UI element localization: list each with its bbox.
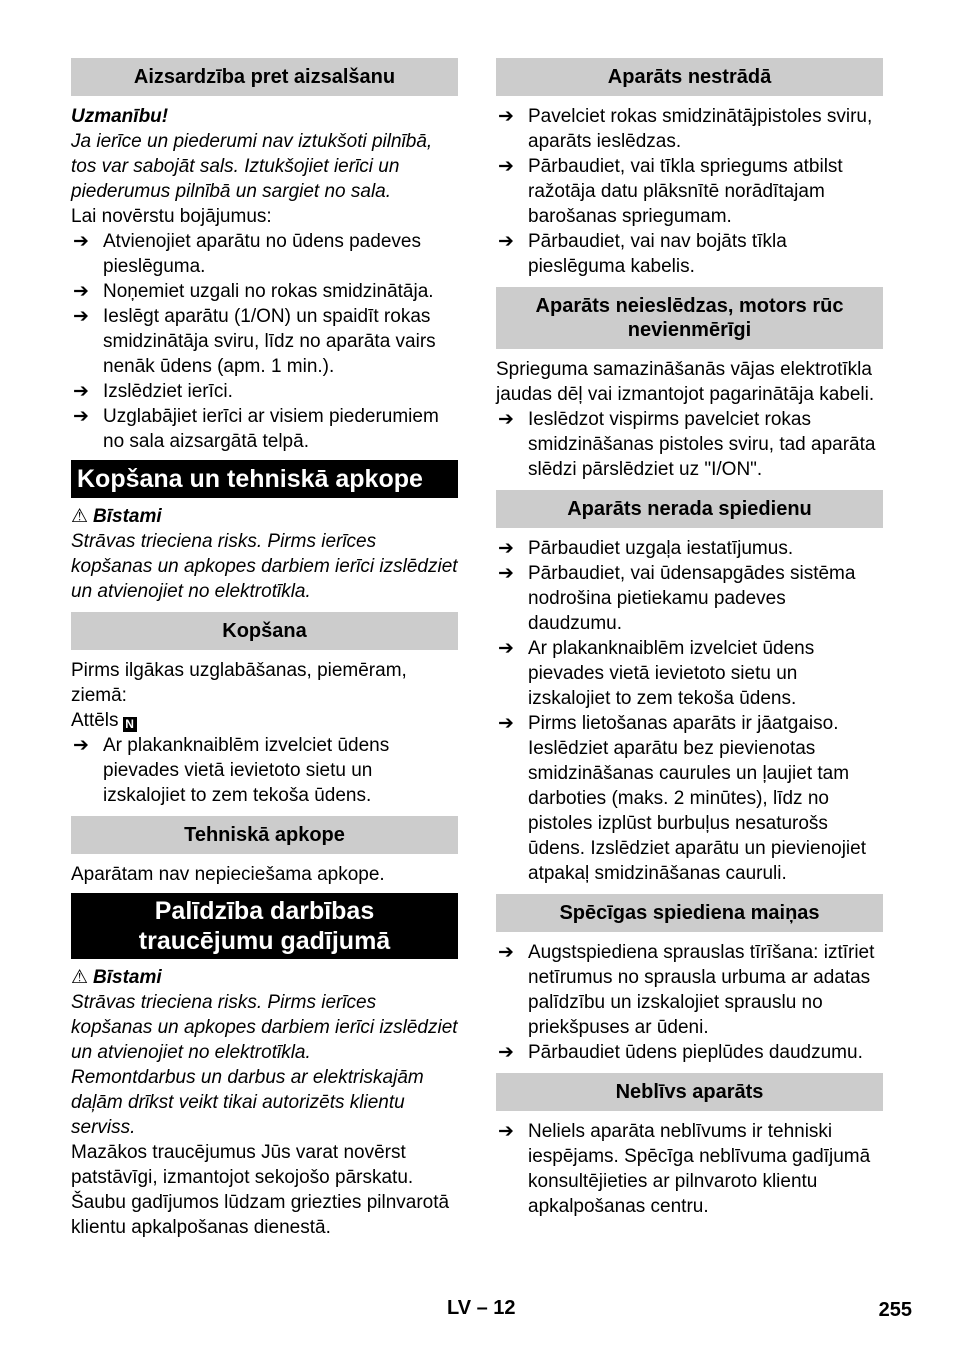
section-heading-no-pressure: Aparāts nerada spiedienu (496, 490, 883, 528)
arrow-icon: ➔ (498, 1042, 514, 1063)
device-not-working-list (496, 104, 883, 279)
list-item: ➔ Augstspiediena sprauslas tīrīšana: iztīriet netīrumus no sprausla urbuma ar adatas palīdzību un izskalojiet sprauslu no priekšpuses ar ūdeni. (498, 942, 875, 1038)
arrow-icon: ➔ (498, 1121, 514, 1142)
list-item: ➔ Uzglabājiet ierīci ar visiem piederumiem no sala aizsargātā telpā. (73, 406, 439, 452)
arrow-icon: ➔ (73, 406, 89, 427)
arrow-icon: ➔ (498, 409, 514, 430)
arrow-icon: ➔ (73, 381, 89, 402)
chapter-heading-troubleshooting: Palīdzība darbības traucējumu gadījumā (71, 893, 458, 959)
danger-text: Strāvas trieciena risks. Pirms ierīces kopšanas un apkopes darbiem ierīci izslēdziet un atvienojiet no elektrotīkla. (71, 992, 458, 1063)
left-column (71, 58, 458, 1240)
danger-text-repair: Remontdarbus un darbus ar elektriskajām daļām drīkst veikt tikai autorizēts klientu serviss. (71, 1067, 424, 1138)
list-item: ➔ Pārbaudiet, vai tīkla spriegums atbilst ražotāja datu plāksnītē norādītajam barošanas spriegumam. (498, 156, 843, 227)
list-item: ➔ Pārbaudiet, vai nav bojāts tīkla pieslēguma kabelis. (498, 231, 787, 277)
figure-reference: Attēls N (71, 708, 458, 733)
danger-label: ⚠ Bīstami (71, 506, 162, 527)
right-column (496, 58, 883, 1219)
arrow-icon: ➔ (498, 942, 514, 963)
motor-uneven-list (496, 407, 883, 482)
list-item: ➔ Ar plakanknaiblēm izvelciet ūdens pievades vietā ievietoto sietu un izskalojiet to zem tekoša ūdens. (73, 735, 390, 806)
warning-icon: ⚠ (71, 506, 89, 527)
section-heading-pressure-fluctuation: Spēcīgas spiediena maiņas (496, 894, 883, 932)
care-steps-list (71, 733, 458, 808)
arrow-icon: ➔ (498, 156, 514, 177)
danger-text: Strāvas trieciena risks. Pirms ierīces kopšanas un apkopes darbiem ierīci izslēdziet un atvienojiet no elektrotīkla. (71, 531, 458, 602)
arrow-icon: ➔ (498, 231, 514, 252)
care-intro: Pirms ilgākas uzglabāšanas, piemēram, ziemā: (71, 660, 407, 706)
arrow-icon: ➔ (73, 735, 89, 756)
arrow-icon: ➔ (498, 563, 514, 584)
warning-icon: ⚠ (71, 967, 89, 988)
troubleshooting-intro: Mazākos traucējumus Jūs varat novērst patstāvīgi, izmantojot sekojošo pārskatu. Šaubu gadījumos lūdzam griezties pilnvarotā klientu apkalpošanas dienestā. (71, 1142, 450, 1238)
list-item: ➔ Atvienojiet aparātu no ūdens padeves pieslēguma. (73, 231, 421, 277)
frost-intro: Lai novērstu bojājumus: (71, 206, 272, 227)
caution-text: Ja ierīce un piederumi nav iztukšoti pilnībā, tos var sabojāt sals. Iztukšojiet ierīci un piederumus pilnībā un sargiet no sala. (71, 131, 433, 202)
frost-steps-list (71, 229, 458, 454)
list-item: ➔ Pavelciet rokas smidzinātājpistoles sviru, aparāts ieslēdzas. (498, 106, 873, 152)
list-item: ➔ Pārbaudiet uzgaļa iestatījumus. (498, 538, 794, 559)
arrow-icon: ➔ (73, 281, 89, 302)
danger-label: ⚠ Bīstami (71, 967, 162, 988)
list-item: ➔ Izslēdziet ierīci. (73, 381, 233, 402)
list-item: ➔ Ieslēgt aparātu (1/ON) un spaidīt rokas smidzinātāja sviru, līdz no aparāta vairs nenāk ūdens (apm. 1 min.). (73, 306, 436, 377)
arrow-icon: ➔ (498, 713, 514, 734)
arrow-icon: ➔ (73, 306, 89, 327)
list-item: ➔ Noņemiet uzgali no rokas smidzinātāja. (73, 281, 434, 302)
list-item: ➔ Pārbaudiet ūdens pieplūdes daudzumu. (498, 1042, 863, 1063)
motor-uneven-text: Sprieguma samazināšanās vājas elektrotīkla jaudas dēļ vai izmantojot pagarinātāja kabeli. (496, 359, 875, 405)
caution-label: Uzmanību! (71, 106, 169, 127)
list-item: ➔ Ieslēdzot vispirms pavelciet rokas smidzināšanas pistoles sviru, tad aparāta slēdzi pārslēdziet uz "I/ON". (498, 409, 876, 480)
footer-language-page: LV – 12 (447, 1297, 516, 1319)
section-heading-frost-protection: Aizsardzība pret aizsalšanu (71, 58, 458, 96)
section-heading-device-not-working: Aparāts nestrādā (496, 58, 883, 96)
section-heading-leaking-device: Neblīvs aparāts (496, 1073, 883, 1111)
section-heading-motor-uneven: Aparāts neieslēdzas, motors rūc nevienmērīgi (496, 287, 883, 349)
leaking-device-list (496, 1119, 883, 1219)
arrow-icon: ➔ (73, 231, 89, 252)
list-item: ➔ Pārbaudiet, vai ūdensapgādes sistēma nodrošina pietiekamu padeves daudzumu. (498, 563, 856, 634)
list-item: ➔ Ar plakanknaiblēm izvelciet ūdens pievades vietā ievietoto sietu un izskalojiet to zem tekoša ūdens. (498, 638, 815, 709)
section-heading-maintenance: Tehniskā apkope (71, 816, 458, 854)
footer-page-number: 255 (878, 1299, 912, 1321)
section-heading-care: Kopšana (71, 612, 458, 650)
list-item: ➔ Neliels aparāta neblīvums ir tehniski iespējams. Spēcīga neblīvuma gadījumā konsultējieties ar pilnvaroto klientu apkalpošanas centru. (498, 1121, 871, 1217)
no-pressure-list (496, 536, 883, 886)
figure-badge: N (123, 717, 137, 732)
chapter-heading-care-maintenance: Kopšana un tehniskā apkope (71, 460, 458, 498)
maintenance-text: Aparātam nav nepieciešama apkope. (71, 864, 385, 885)
arrow-icon: ➔ (498, 106, 514, 127)
arrow-icon: ➔ (498, 638, 514, 659)
arrow-icon: ➔ (498, 538, 514, 559)
pressure-fluctuation-list (496, 940, 883, 1065)
list-item: ➔ Pirms lietošanas aparāts ir jāatgaiso. Ieslēdziet aparātu bez pievienotas smidzināšanas caurules un ļaujiet tam darboties (maks. 2 minūtes), līdz no pistoles izplūst burbuļus nesaturošs ūdens. Izslēdziet aparātu un pievienojiet atpakaļ smidzināšanas cauruli. (498, 713, 867, 884)
